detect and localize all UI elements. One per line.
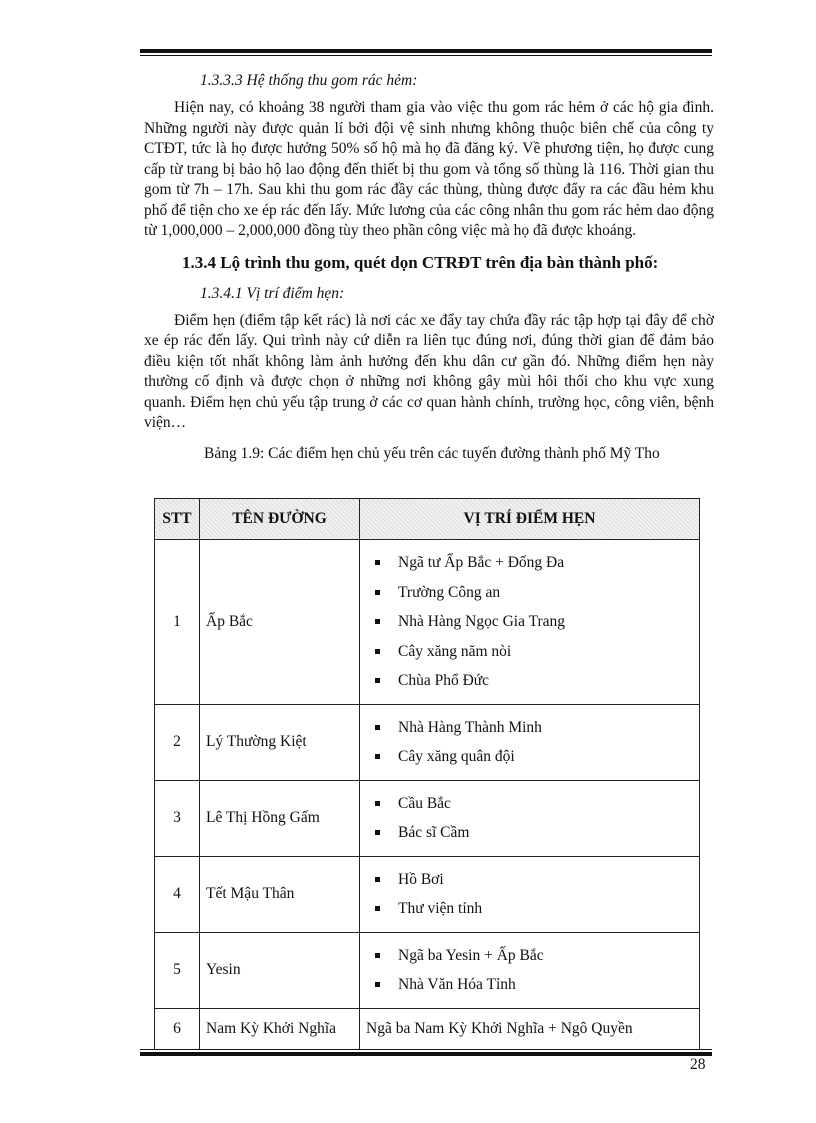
square-bullet-icon — [375, 725, 380, 730]
list-item: Thư viện tỉnh — [375, 894, 699, 924]
list-item: Nhà Hàng Thành Minh — [375, 713, 699, 743]
table-row — [155, 704, 700, 780]
header-location: VỊ TRÍ ĐIỂM HẸN — [360, 499, 700, 540]
square-bullet-icon — [375, 649, 380, 654]
table-row — [155, 856, 700, 932]
square-bullet-icon — [375, 801, 380, 806]
list-item: Cầu Bắc — [375, 789, 699, 819]
list-item: Cây xăng quân đội — [375, 742, 699, 772]
square-bullet-icon — [375, 754, 380, 759]
row-location-text: Ngã ba Nam Kỳ Khởi Nghĩa + Ngô Quyền — [360, 1008, 700, 1049]
list-item: Trường Công an — [375, 578, 699, 608]
row-stt: 4 — [155, 856, 200, 932]
page-content — [144, 70, 714, 474]
row-stt: 5 — [155, 932, 200, 1008]
row-street: Lê Thị Hồng Gấm — [200, 780, 360, 856]
square-bullet-icon — [375, 560, 380, 565]
list-item: Nhà Hàng Ngọc Gia Trang — [375, 607, 699, 637]
sub-heading-1341: 1.3.4.1 Vị trí điểm hẹn: — [200, 284, 345, 302]
table-caption: Bảng 1.9: Các điểm hẹn chủ yếu trên các tuyến đường thành phố Mỹ Tho — [204, 444, 660, 462]
list-item: Hồ Bơi — [375, 865, 699, 895]
row-stt: 3 — [155, 780, 200, 856]
list-item: Nhà Văn Hóa Tỉnh — [375, 970, 699, 1000]
row-stt: 6 — [155, 1008, 200, 1049]
square-bullet-icon — [375, 953, 380, 958]
row-locations — [360, 540, 700, 705]
row-street: Lý Thường Kiệt — [200, 704, 360, 780]
list-item: Bác sĩ Cầm — [375, 818, 699, 848]
row-locations — [360, 780, 700, 856]
header-stt: STT — [155, 499, 200, 540]
sub-heading-1333: 1.3.3.3 Hệ thống thu gom rác hẻm: — [200, 72, 418, 89]
table-header-row — [155, 499, 700, 540]
list-item: Ngã ba Yesin + Ấp Bắc — [375, 941, 699, 971]
row-street: Nam Kỳ Khởi Nghĩa — [200, 1008, 360, 1049]
row-street: Tết Mậu Thân — [200, 856, 360, 932]
table-row — [155, 780, 700, 856]
row-street: Ấp Bắc — [200, 540, 360, 705]
square-bullet-icon — [375, 590, 380, 595]
list-item: Cây xăng năm nòi — [375, 637, 699, 667]
meeting-points-table — [154, 498, 700, 1050]
row-street: Yesin — [200, 932, 360, 1008]
row-stt: 2 — [155, 704, 200, 780]
section-heading-134: 1.3.4 Lộ trình thu gom, quét dọn CTRĐT trên địa bàn thành phố: — [182, 252, 659, 272]
square-bullet-icon — [375, 906, 380, 911]
paragraph-hem-collection: Hiện nay, có khoảng 38 người tham gia vào việc thu gom rác hẻm ở các hộ gia đình. Những người này được quản lí bởi đội vệ sinh nhưng không thuộc biên chế của công ty CTĐT, tức là họ được hưởng 50% số hộ mà họ đã đăng ký. Về phương tiện, họ được cung cấp từ trang bị bảo hộ lao động đến thiết bị thu gom và tổng số thùng là 116. Thời gian thu gom từ 7h – 17h. Sau khi thu gom rác đầy các thùng, thùng được đẩy ra các đầu hẻm khu phố để tiện cho xe ép rác đến lấy. Mức lương của các công nhân thu gom rác hẻm dao động từ 1,000,000 – 2,000,000 đồng tùy theo phần công việc mà họ đã được khoáng. — [144, 99, 714, 239]
paragraph-meeting-points: Điểm hẹn (điểm tập kết rác) là nơi các xe đẩy tay chứa đầy rác tập hợp tại đây để chờ xe ép rác đến lấy. Qui trình này cứ diễn ra liên tục đúng nơi, đúng thời gian để đảm bảo điều kiện tốt nhất không làm ảnh hưởng đến khu dân cư gần đó. Những điểm hẹn này thường cố định và được chọn ở những nơi không gây mùi hôi thối cho khu vực xung quanh. Điểm hẹn chủ yếu tập trung ở các cơ quan hành chính, trường học, công viên, bệnh viện… — [144, 311, 714, 431]
page-number: 28 — [690, 1056, 706, 1073]
list-item: Ngã tư Ấp Bắc + Đống Đa — [375, 548, 699, 578]
table-row — [155, 932, 700, 1008]
header-street: TÊN ĐƯỜNG — [200, 499, 360, 540]
row-stt: 1 — [155, 540, 200, 705]
square-bullet-icon — [375, 982, 380, 987]
table-row — [155, 540, 700, 705]
square-bullet-icon — [375, 619, 380, 624]
row-locations — [360, 704, 700, 780]
header-rule — [140, 49, 712, 56]
square-bullet-icon — [375, 877, 380, 882]
square-bullet-icon — [375, 830, 380, 835]
footer-rule — [140, 1049, 712, 1056]
list-item: Chùa Phổ Đức — [375, 666, 699, 696]
table-row — [155, 1008, 700, 1049]
square-bullet-icon — [375, 678, 380, 683]
row-locations — [360, 856, 700, 932]
row-locations — [360, 932, 700, 1008]
